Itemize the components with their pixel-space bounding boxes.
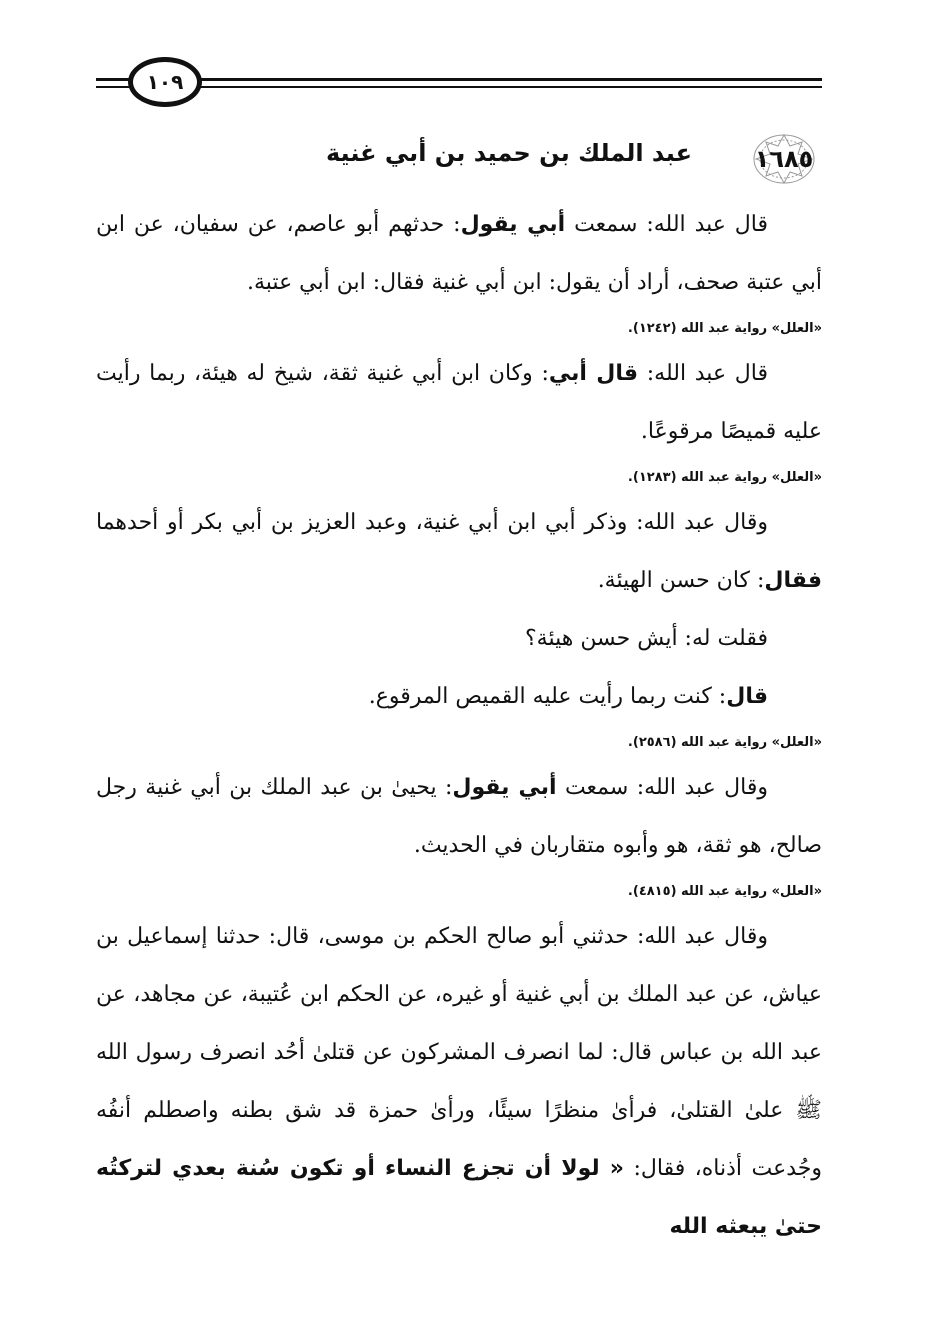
paragraph-text: وقال عبد الله: وذكر أبي ابن أبي غنية، وعبد العزيز بن أبي بكر أو أحدهما: [96, 510, 768, 535]
header-rule-right-thick: [200, 78, 822, 81]
paragraph-text: قال عبد الله: سمعت: [565, 212, 768, 237]
paragraph: [96, 610, 822, 668]
page-number-oval: [128, 57, 202, 107]
header-rule-right-thin: [200, 86, 822, 88]
paragraph: [96, 494, 822, 610]
paragraph-text: : كنت ربما رأيت عليه القميص المرقوع.: [368, 684, 727, 709]
paragraph: [96, 759, 822, 875]
paragraph-text: وقال عبد الله: سمعت: [556, 775, 768, 800]
paragraph-bold-text: أبي يقول: [452, 775, 557, 800]
paragraph: [96, 196, 822, 312]
paragraph: [96, 668, 822, 726]
entry-title: عبد الملك بن حميد بن أبي غنية: [326, 139, 692, 167]
source-reference: «العلل» رواية عبد الله (٤٨١٥).: [627, 884, 822, 899]
page-number: ١٠٩: [146, 70, 184, 94]
body-text: [96, 196, 822, 1256]
page-header: [88, 56, 822, 112]
paragraph-text: وقال عبد الله: حدثني أبو صالح الحكم بن موسى، قال: حدثنا إسماعيل بن عياش، عن عبد الملك بن أبي غنية أو غيره، عن الحكم ابن عُتيبة، عن مجاهد، عن عبد الله بن عباس قال: لما انصرف المشركون عن قتلىٰ أحُد انصرف رسول الله ﷺ علىٰ القتلىٰ، فرأىٰ منظرًا سيئًا، ورأىٰ حمزة قد شق بطنه واصطلم أنفُه وجُدعت أذناه، فقال:: [96, 924, 823, 1181]
source-reference: «العلل» رواية عبد الله (١٢٨٣).: [627, 470, 822, 485]
paragraph-bold-text: قال أبي: [548, 361, 639, 386]
paragraph-bold-text: فقال: [764, 568, 822, 593]
paragraph: [96, 345, 822, 461]
paragraph-text: قال عبد الله:: [638, 361, 768, 386]
source-reference: «العلل» رواية عبد الله (٢٥٨٦).: [627, 735, 822, 750]
paragraph-bold-text: قال: [726, 684, 768, 709]
paragraph-bold-text: أبي يقول: [460, 212, 566, 237]
entry-number: ١٦٨٥: [754, 145, 814, 173]
paragraph-text: : كان حسن الهيئة.: [597, 568, 765, 593]
paragraph-text: فقلت له: أيش حسن هيئة؟: [524, 626, 768, 651]
paragraph-text: : وكان ابن أبي غنية ثقة، شيخ له هيئة، ربما رأيت عليه قميصًا مرقوعًا.: [96, 361, 822, 444]
entry-number-badge: [746, 136, 822, 182]
paragraph-bold-text: « لولا أن تجزع النساء أو تكون سُنة بعدي لتركتُه حتىٰ يبعثه الله: [96, 1156, 822, 1239]
paragraph-text: : يحيىٰ بن عبد الملك بن أبي غنية رجل صالح، هو ثقة، هو وأبوه متقاربان في الحديث.: [96, 775, 822, 858]
paragraph: [96, 908, 822, 1256]
entry-heading: [270, 136, 822, 182]
paragraph-text: : حدثهم أبو عاصم، عن سفيان، عن ابن أبي عتبة صحف، أراد أن يقول: ابن أبي غنية فقال: ابن أبي عتبة.: [96, 212, 822, 295]
source-reference: «العلل» رواية عبد الله (١٢٤٢).: [627, 321, 822, 336]
